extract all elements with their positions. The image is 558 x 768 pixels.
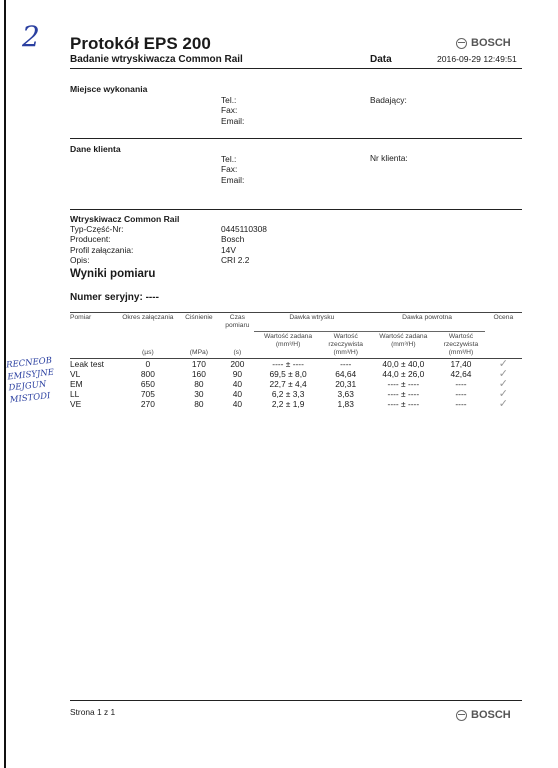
- footer-brand-name: BOSCH: [471, 709, 511, 721]
- handwritten-page-mark: 2: [22, 20, 40, 53]
- cell-okres: 0: [145, 358, 151, 369]
- cell-wtrysk-zadana: 6,2 ± 3,3: [271, 388, 305, 399]
- place-tel-label: Tel.:: [221, 95, 237, 105]
- cell-okres: 705: [140, 388, 155, 399]
- col-ocena-spacer: [485, 331, 522, 358]
- cell-wtrysk-rzeczywista: 20,31: [335, 378, 357, 389]
- place-email-label: Email:: [221, 115, 245, 126]
- client-tel-label: Tel.:: [221, 154, 237, 164]
- table-row: [70, 358, 522, 369]
- bosch-emblem-icon: [456, 710, 467, 721]
- table-row: [70, 379, 522, 389]
- client-divider: [70, 209, 522, 210]
- footer-bosch-logo: [456, 709, 511, 721]
- header-divider: [70, 68, 522, 69]
- injector-field-label: Producent:: [70, 234, 111, 245]
- col-dawka-wtrysku: Dawka wtrysku: [254, 313, 369, 332]
- cell-powrot-rzeczywista: ----: [455, 378, 467, 389]
- binder-edge: [4, 0, 6, 768]
- injector-field-label: Profil załączania:: [70, 244, 134, 255]
- table-header-row: [70, 313, 522, 332]
- check-icon: ✓: [498, 367, 508, 380]
- col-czas: Czas pomiaru: [225, 314, 250, 329]
- unit-cisnienie: (MPa): [189, 348, 208, 356]
- place-heading: Miejsce wykonania: [70, 84, 148, 94]
- page-title: Protokół EPS 200: [70, 34, 211, 53]
- table-row: [70, 369, 522, 379]
- injector-field-value: Bosch: [221, 234, 245, 245]
- cell-wtrysk-zadana: ---- ± ----: [272, 358, 304, 369]
- margin-note-line: EMISYJNE: [6, 367, 55, 382]
- injector-values: [221, 224, 267, 265]
- injector-field-value: CRI 2.2: [221, 254, 250, 265]
- row-name: Leak test: [70, 358, 104, 369]
- cell-wtrysk-rzeczywista: ----: [340, 358, 352, 369]
- row-name: EM: [70, 378, 83, 389]
- cell-cisnienie: 30: [194, 388, 204, 399]
- injector-labels: [70, 224, 133, 265]
- cell-powrot-rzeczywista: ----: [455, 388, 467, 399]
- unit-okres: (µs): [142, 348, 154, 356]
- report-subtitle: Badanie wtryskiwacza Common Rail: [70, 54, 243, 65]
- serial-number: Numer seryjny: ----: [70, 292, 159, 303]
- col-ocena: Ocena: [493, 314, 514, 321]
- cell-wtrysk-zadana: 2,2 ± 1,9: [271, 398, 305, 409]
- check-icon: ✓: [498, 387, 508, 400]
- injector-field-label: Typ-Część-Nr:: [70, 224, 124, 234]
- col-wtrysk-zadana: Wartość zadana (mm³/H): [264, 332, 313, 348]
- margin-note-line: RECNEOB: [5, 355, 53, 371]
- injector-heading: Wtryskiwacz Common Rail: [70, 214, 180, 224]
- col-cisnienie: Ciśnienie: [185, 314, 213, 321]
- cell-czas: 40: [232, 378, 243, 389]
- row-name: VE: [70, 398, 82, 409]
- cell-powrot-zadana: 44,0 ± 26,0: [382, 368, 425, 379]
- row-name: VL: [70, 368, 81, 379]
- cell-wtrysk-zadana: 22,7 ± 4,4: [269, 378, 307, 389]
- results-table: [70, 312, 522, 409]
- cell-czas: 90: [232, 368, 243, 379]
- cell-czas: 40: [232, 398, 243, 409]
- cell-okres: 800: [140, 368, 155, 379]
- cell-powrot-zadana: 40,0 ± 40,0: [382, 358, 425, 369]
- cell-czas: 40: [232, 388, 243, 399]
- tester-label: Badający:: [370, 95, 407, 105]
- check-icon: ✓: [498, 397, 508, 410]
- place-fax-label: Fax:: [221, 105, 238, 116]
- cell-cisnienie: 80: [194, 398, 204, 409]
- client-number-label: Nr klienta:: [370, 153, 408, 163]
- row-name: LL: [70, 388, 80, 399]
- cell-wtrysk-zadana: 69,5 ± 8,0: [269, 368, 307, 379]
- place-divider: [70, 138, 522, 139]
- cell-cisnienie: 160: [191, 368, 206, 379]
- client-contact: [221, 154, 244, 185]
- col-pomiar: Pomiar: [70, 314, 92, 321]
- cell-powrot-zadana: ---- ± ----: [387, 388, 420, 399]
- date-label: Data: [370, 54, 392, 65]
- footer-divider: [70, 700, 522, 701]
- results-heading: Wyniki pomiaru: [70, 268, 156, 280]
- check-icon: ✓: [498, 357, 508, 370]
- margin-note-line: MISTODI: [9, 390, 51, 405]
- client-heading: Dane klienta: [70, 144, 121, 154]
- client-email-label: Email:: [221, 174, 245, 185]
- cell-cisnienie: 170: [191, 358, 206, 369]
- injector-field-value: 14V: [221, 244, 236, 255]
- cell-powrot-zadana: ---- ± ----: [387, 398, 420, 409]
- table-subheader-row: [70, 331, 522, 358]
- bosch-emblem-icon: [456, 38, 467, 49]
- cell-powrot-zadana: ---- ± ----: [387, 378, 420, 389]
- page-number: Strona 1 z 1: [70, 707, 116, 717]
- injector-field-value: 0445110308: [221, 224, 267, 234]
- place-contact: [221, 95, 244, 126]
- cell-wtrysk-rzeczywista: 3,63: [337, 388, 354, 399]
- cell-cisnienie: 80: [194, 378, 204, 389]
- col-wtrysk-rzeczywista: Wartość rzeczywista (mm³/H): [328, 332, 363, 356]
- cell-powrot-rzeczywista: 17,40: [450, 358, 472, 369]
- col-powrot-zadana: Wartość zadana (mm³/H): [379, 332, 428, 348]
- handwritten-margin-note: [6, 356, 57, 407]
- col-dawka-powrotna: Dawka powrotna: [369, 313, 484, 332]
- col-powrot-rzeczywista: Wartość rzeczywista (mm³/H): [443, 332, 479, 356]
- cell-okres: 270: [140, 398, 155, 409]
- cell-wtrysk-rzeczywista: 1,83: [337, 398, 354, 409]
- table-row: [70, 399, 522, 409]
- unit-czas: (s): [233, 348, 242, 356]
- col-okres: Okres załączania: [122, 314, 174, 321]
- brand-name: BOSCH: [471, 37, 511, 49]
- check-icon: ✓: [498, 377, 508, 390]
- margin-note-line: DEJGUN: [8, 379, 47, 394]
- cell-powrot-rzeczywista: ----: [455, 398, 467, 409]
- cell-wtrysk-rzeczywista: 64,64: [335, 368, 357, 379]
- client-fax-label: Fax:: [221, 164, 238, 175]
- bosch-logo: [456, 37, 511, 49]
- cell-powrot-rzeczywista: 42,64: [450, 368, 472, 379]
- injector-field-label: Opis:: [70, 254, 90, 265]
- table-row: [70, 389, 522, 399]
- date-value: 2016-09-29 12:49:51: [437, 54, 517, 64]
- cell-czas: 200: [230, 358, 245, 369]
- cell-okres: 650: [140, 378, 155, 389]
